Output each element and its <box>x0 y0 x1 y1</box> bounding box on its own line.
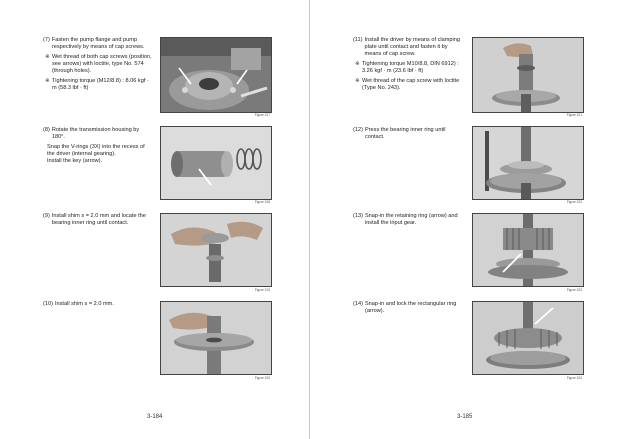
note-text: Tightening torque (M12/8.8) : 8.06 kgf · m (58.3 lbf · ft) <box>52 78 149 91</box>
step-detail: Install the key (arrow). <box>47 158 103 164</box>
step-text: Rotate the transmission housing by 180°. <box>51 127 140 140</box>
note-bullet-icon: ※ <box>45 78 50 84</box>
step-text: Press the bearing inner ring until contact. <box>364 127 446 140</box>
figure-caption: Figure 318 <box>254 200 270 204</box>
figure-caption: Figure 322 <box>566 200 582 204</box>
step-text: Install the driver by means of clamping plate until contact and fasten it by means of cap screw. <box>364 37 460 57</box>
note-bullet-icon: ※ <box>355 78 360 84</box>
step-13 <box>353 213 465 227</box>
step-text: Install shim s = 2.0 mm and locate the bearing inner ring until contact. <box>51 213 146 226</box>
step-detail: Snap the V-rings (3X) into the recess of the driver (internal gearing). <box>47 144 145 157</box>
step-number: (10) <box>43 301 53 307</box>
input-gear-illustration <box>473 214 583 286</box>
rectangular-ring-illustration <box>473 302 583 374</box>
photo-bearing-press <box>472 126 584 200</box>
note <box>43 78 153 92</box>
note-text: Wet thread of both cap screws (position, see arrows) with loctite, type No. 574 (through holes). <box>52 54 152 74</box>
photo-driver-install <box>472 37 584 113</box>
step-8 <box>43 127 153 165</box>
step-number: (12) <box>353 127 363 133</box>
note <box>43 54 153 75</box>
driver-vrings-illustration <box>161 127 271 199</box>
photo-pump-flange <box>160 37 272 113</box>
step-number: (14) <box>353 301 363 307</box>
figure-caption: Figure 317 <box>254 113 270 117</box>
shim-bearing-illustration <box>161 214 271 286</box>
photo-input-gear <box>472 213 584 287</box>
photo-rectangular-ring <box>472 301 584 375</box>
step-number: (7) <box>43 37 50 43</box>
step-number: (13) <box>353 213 363 219</box>
step-12 <box>353 127 465 141</box>
step-text: Snap-in the retaining ring (arrow) and install the input gear. <box>364 213 458 226</box>
figure-caption: Figure 324 <box>566 376 582 380</box>
figure-caption: Figure 321 <box>566 113 582 117</box>
photo-shim <box>160 301 272 375</box>
photo-driver-vrings <box>160 126 272 200</box>
figure-caption: Figure 323 <box>566 288 582 292</box>
figure-caption: Figure 319 <box>254 288 270 292</box>
page-number: 3-185 <box>457 414 473 420</box>
pump-flange-illustration <box>161 38 271 112</box>
step-text: Snap-in and lock the rectangular ring (arrow). <box>364 301 457 314</box>
step-number: (11) <box>353 37 363 43</box>
note-bullet-icon: ※ <box>355 61 360 67</box>
note-text: Wet thread of the cap screw with loctite (Type No. 243). <box>362 78 460 91</box>
step-10 <box>43 301 153 308</box>
step-number: (8) <box>43 127 50 133</box>
photo-shim-bearing <box>160 213 272 287</box>
note-text: Tightening torque M10/8.8, DIN 6912) : 3.26 kgf · m (23.6 lbf · ft) <box>362 61 459 74</box>
note-bullet-icon: ※ <box>45 54 50 60</box>
note <box>353 61 465 75</box>
step-number: (9) <box>43 213 50 219</box>
step-7 <box>43 37 153 92</box>
bearing-press-illustration <box>473 127 583 199</box>
step-9 <box>43 213 153 227</box>
step-text: Fasten the pump flange and pump respectively by means of cap screws. <box>51 37 145 50</box>
step-14 <box>353 301 465 315</box>
shim-illustration <box>161 302 271 374</box>
step-11 <box>353 37 465 92</box>
driver-install-illustration <box>473 38 583 112</box>
right-page <box>310 0 620 439</box>
note <box>353 78 465 92</box>
figure-caption: Figure 320 <box>254 376 270 380</box>
page-number: 3-184 <box>147 414 163 420</box>
step-text: Install shim s = 2.0 mm. <box>54 301 114 307</box>
